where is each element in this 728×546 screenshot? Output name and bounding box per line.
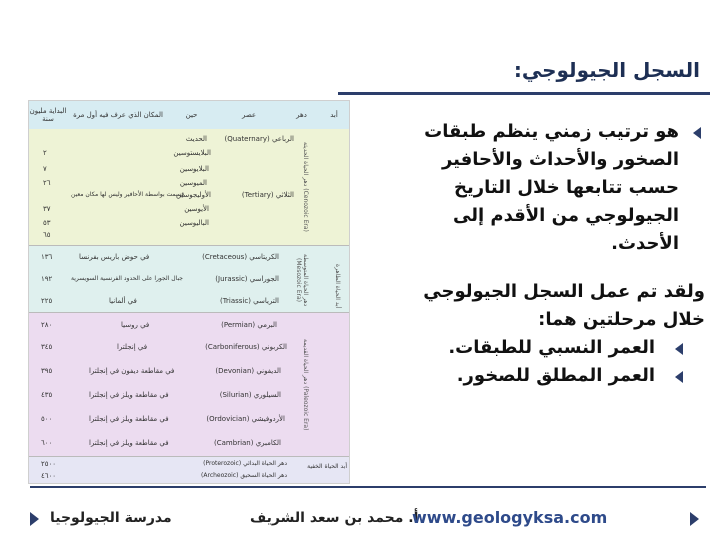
epoch-cell: البلايستوسين — [173, 149, 211, 157]
place-cell: في مقاطعة ويلز في إنجلترا — [89, 391, 169, 399]
period-cell: البرمي (Permian) — [221, 321, 277, 329]
period-cell: الثلاثي (Tertiary) — [241, 191, 294, 199]
place-cell: في مقاطعة ويلز في إنجلترا — [89, 415, 169, 423]
footer-divider — [30, 486, 706, 488]
period-cell: الجوراسي (Jurassic) — [215, 275, 279, 283]
era-label-cenozoic: دهر الحياة الحديثة (Cenozoic Era) — [302, 142, 309, 232]
age-cell: ٢٦ — [43, 179, 51, 187]
table-row — [29, 461, 349, 475]
header-period: عصر — [241, 111, 257, 119]
epoch-cell: البلايوسين — [179, 165, 209, 173]
header-place: المكان الذي عرف فيه أول مرة — [73, 111, 163, 119]
place-cell: جبال الجورا على الحدود الفرنسية السويسرية — [71, 275, 183, 282]
age-cell: ٥٠٠ — [41, 415, 53, 423]
main-bullet — [395, 118, 705, 258]
place-cell: في مقاطعة ويلز في إنجلترا — [89, 439, 169, 447]
age-cell: ٢٢٥ — [41, 297, 53, 305]
period-cell: الأردوفيشي (Ordovician) — [206, 415, 285, 423]
period-cell: دهر الحياة السحيق (Archeozoic) — [201, 472, 287, 479]
footer-author: أ. محمد بن سعد الشريف — [250, 510, 419, 526]
period-cell: السيلوري (Silurian) — [219, 391, 281, 399]
sub-bullet-text: العمر المطلق للصخور. — [456, 365, 655, 386]
header-era: دهر — [296, 111, 307, 119]
age-cell: ١٣٦ — [41, 253, 53, 261]
era-label-paleozoic: دهر الحياة القديمة (Paleozoic Era) — [302, 339, 309, 431]
age-cell: ٦٥ — [43, 231, 51, 239]
period-cell: الديفوني (Devonian) — [215, 367, 281, 375]
age-cell: ٤٦٠٠ — [41, 472, 57, 480]
period-cell: الكربوني (Carboniferous) — [205, 343, 287, 351]
slide-title: السجل الجيولوجي: — [513, 58, 700, 82]
main-bullet-text: هو ترتيب زمني ينظم طبقات الصخور والأحداث والأحافير حسب تتابعها خلال التاريخ الجيولوجي من الأقدم إلى الأحدث. — [424, 121, 679, 254]
age-cell: ٣٩٥ — [41, 367, 53, 375]
slide-body — [395, 118, 705, 390]
footer-arrow-icon — [30, 512, 39, 526]
place-cell: في مقاطعة ديفون في إنجلترا — [89, 367, 175, 375]
epoch-cell: الحديث — [185, 135, 207, 143]
place-cell: في حوض باريس بفرنسا — [79, 253, 150, 261]
eon-cell: أبد الحياة الخفية — [307, 463, 347, 470]
age-cell: ٧ — [43, 165, 47, 173]
age-cell: ٦٠٠ — [41, 439, 53, 447]
age-cell: ٣٧ — [43, 205, 51, 213]
epoch-cell: الأيوسين — [184, 205, 209, 213]
epoch-cell: الميوسين — [179, 179, 207, 187]
stages-paragraph: ولقد تم عمل السجل الجيولوجي خلال مرحلتين هما: — [423, 281, 705, 330]
bullet-arrow-icon — [693, 127, 701, 139]
sub-bullet-relative — [395, 334, 705, 362]
sub-bullet-text: العمر النسبي للطبقات. — [448, 337, 655, 358]
epoch-cell: الباليوسين — [179, 219, 209, 227]
place-cell: في إنجلترا — [117, 343, 148, 351]
footer-website-link[interactable]: www.geologyksa.com — [412, 508, 608, 527]
period-cell: الرباعي (Quaternary) — [224, 135, 294, 143]
header-epoch: حين — [185, 111, 198, 119]
age-cell: ١٩٢ — [41, 275, 53, 283]
place-cell: في ألمانيا — [109, 297, 137, 305]
age-cell: ٢ — [43, 149, 47, 157]
bullet-arrow-icon — [675, 343, 683, 355]
age-cell: ٢٥٠٠ — [41, 460, 57, 468]
epoch-cell: الأوليجوسين — [175, 191, 211, 199]
age-cell: ٥٣ — [43, 219, 51, 227]
sub-bullet-absolute — [395, 362, 705, 390]
place-cell: في روسيا — [121, 321, 150, 329]
period-cell: دهر الحياة البدائي (Proterozoic) — [203, 460, 287, 467]
age-cell: ٤٣٥ — [41, 391, 53, 399]
period-cell: الكامبري (Cambrian) — [214, 439, 281, 447]
header-eon: أبد — [330, 111, 338, 119]
header-age: البداية مليون سنة — [29, 107, 67, 123]
geologic-time-table — [28, 100, 350, 484]
period-cell: الكريتاسي (Cretaceous) — [202, 253, 279, 261]
title-underline — [338, 92, 710, 95]
place-cell: قسمت بواسطة الأحافير وليس لها مكان معين — [71, 191, 185, 198]
footer-arrow-icon — [690, 512, 699, 526]
age-cell: ٢٨٠ — [41, 321, 53, 329]
footer-school: مدرسة الجيولوجيا — [50, 510, 172, 526]
period-cell: الترياسي (Triassic) — [220, 297, 279, 305]
eon-label-phanerozoic: أبد الحياة الظاهرة — [334, 263, 341, 309]
era-label-mesozoic: دهر الحياة المتوسطة (Mesozoic Era) — [295, 253, 309, 307]
bullet-arrow-icon — [675, 371, 683, 383]
age-cell: ٣٤٥ — [41, 343, 53, 351]
